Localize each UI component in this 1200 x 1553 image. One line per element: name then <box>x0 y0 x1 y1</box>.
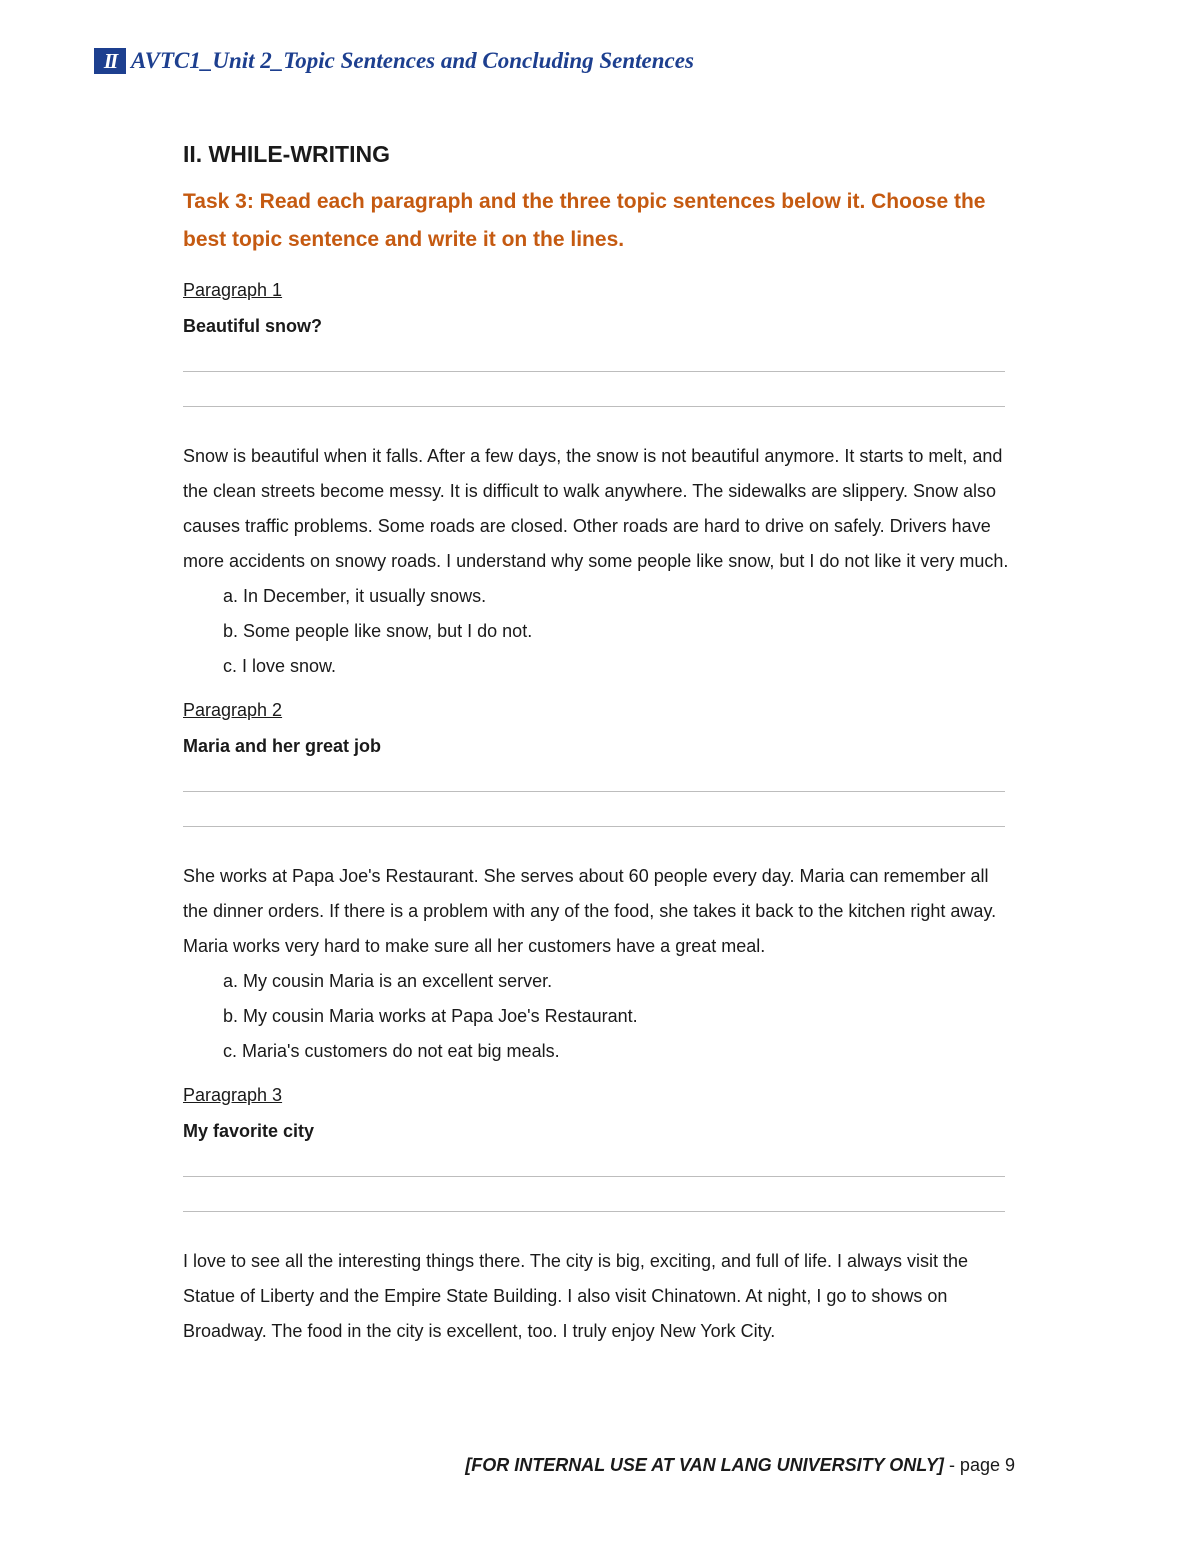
internal-use-notice: [FOR INTERNAL USE AT VAN LANG UNIVERSITY ONLY] <box>465 1455 944 1475</box>
page-content <box>183 136 1017 1349</box>
paragraph-block-2 <box>183 699 1017 1069</box>
page-number: - page 9 <box>943 1455 1015 1475</box>
topic-sentence-options <box>183 964 1017 1069</box>
section-title: II. WHILE-WRITING <box>183 141 390 167</box>
answer-line <box>183 371 1005 372</box>
paragraph-label: Paragraph 3 <box>183 1085 283 1105</box>
page-footer <box>465 1455 1015 1476</box>
answer-line <box>183 1211 1005 1212</box>
answer-line <box>183 406 1005 407</box>
paragraph-title: Beautiful snow? <box>183 316 322 336</box>
answer-line <box>183 1176 1005 1177</box>
answer-lines[interactable] <box>183 347 1017 433</box>
answer-lines[interactable] <box>183 767 1017 853</box>
paragraph-block-1 <box>183 279 1017 684</box>
university-logo-icon: II <box>94 48 126 74</box>
answer-lines[interactable] <box>183 1152 1017 1238</box>
paragraph-body: She works at Papa Joe's Restaurant. She serves about 60 people every day. Maria can remember all the dinner orders. If there is a problem with any of the food, she takes it back to the kitchen right away. Maria works very hard to make sure all her customers have a great meal. <box>183 866 997 956</box>
paragraph-label: Paragraph 2 <box>183 700 283 720</box>
page-header <box>94 44 694 78</box>
paragraph-label: Paragraph 1 <box>183 280 283 300</box>
paragraph-title: My favorite city <box>183 1121 315 1141</box>
paragraph-body: Snow is beautiful when it falls. After a few days, the snow is not beautiful anymore. It starts to melt, and the clean streets become messy. It is difficult to walk anywhere. The sidewalks are slippery. Snow also causes traffic problems. Some roads are closed. Other roads are hard to drive on safely. Drivers have more accidents on snowy roads. I understand why some people like snow, but I do not like it very much. <box>183 446 1009 571</box>
document-title: AVTC1_Unit 2_Topic Sentences and Concluding Sentences <box>131 48 694 73</box>
option-b: b. My cousin Maria works at Papa Joe's Restaurant. <box>223 1006 638 1026</box>
option-c: c. Maria's customers do not eat big meals. <box>223 1041 560 1061</box>
topic-sentence-options <box>183 579 1017 684</box>
option-a: a. My cousin Maria is an excellent server. <box>223 971 553 991</box>
paragraph-title: Maria and her great job <box>183 736 382 756</box>
option-a: a. In December, it usually snows. <box>223 586 487 606</box>
task-instruction: Task 3: Read each paragraph and the three topic sentences below it. Choose the best topic sentence and write it on the lines. <box>183 190 986 251</box>
answer-line <box>183 791 1005 792</box>
paragraph-body: I love to see all the interesting things there. The city is big, exciting, and full of life. I always visit the Statue of Liberty and the Empire State Building. I also visit Chinatown. At night, I go to shows on Broadway. The food in the city is excellent, too. I truly enjoy New York City. <box>183 1251 969 1341</box>
paragraph-block-3 <box>183 1084 1017 1349</box>
option-c: c. I love snow. <box>223 656 337 676</box>
option-b: b. Some people like snow, but I do not. <box>223 621 533 641</box>
answer-line <box>183 826 1005 827</box>
